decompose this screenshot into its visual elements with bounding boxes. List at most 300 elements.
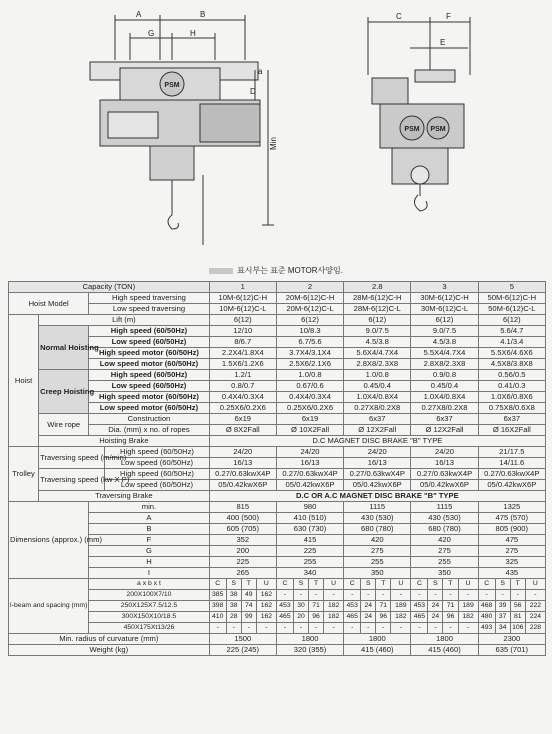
ibeam-value: 465 xyxy=(276,612,293,623)
ibeam-value: 37 xyxy=(495,612,510,623)
dim-label-f: F xyxy=(446,12,451,21)
ibeam-value: - xyxy=(428,590,443,601)
value-cell: 16/13 xyxy=(411,458,478,469)
traversing-motor-label: Traversing speed (kw X P) xyxy=(39,469,105,491)
ibeam-col-header: C xyxy=(411,579,428,590)
value-cell: 21/17.5 xyxy=(478,447,545,458)
value-cell: 325 xyxy=(478,557,545,568)
ibeam-value: 162 xyxy=(256,601,276,612)
value-cell: 5.5X6/4.6X6 xyxy=(478,348,545,359)
weight-label: Weight (kg) xyxy=(9,645,210,656)
creep-hoisting-label: Creep Hoisting xyxy=(39,370,89,414)
ibeam-value: 468 xyxy=(478,601,495,612)
ibeam-value: 24 xyxy=(361,612,376,623)
value-cell: 5.6X4/4.7X4 xyxy=(344,348,411,359)
value-cell: 200 xyxy=(209,546,276,557)
table-row xyxy=(9,557,546,568)
model-cell: 50M-6(12)C-H xyxy=(478,293,545,304)
spec-table-container xyxy=(8,281,546,656)
value-cell: Ø 10X2Fall xyxy=(276,425,343,436)
ibeam-value: - xyxy=(391,623,411,634)
value-cell: 6x37 xyxy=(478,414,545,425)
table-row xyxy=(9,623,546,634)
ibeam-value: 96 xyxy=(443,612,458,623)
value-cell: 340 xyxy=(276,568,343,579)
ibeam-value: - xyxy=(376,623,391,634)
row-label: High speed motor (60/50Hz) xyxy=(89,348,209,359)
value-cell: 16/13 xyxy=(276,458,343,469)
dim-label-d: D xyxy=(250,87,256,96)
table-row xyxy=(9,645,546,656)
row-label: Construction xyxy=(89,414,209,425)
ibeam-value: - xyxy=(209,623,226,634)
value-cell: 980 xyxy=(276,502,343,513)
ibeam-value: - xyxy=(361,590,376,601)
ibeam-col-header: C xyxy=(344,579,361,590)
ibeam-col-header: T xyxy=(443,579,458,590)
note-swatch xyxy=(209,268,233,274)
value-cell: 1.0/0.8 xyxy=(276,370,343,381)
value-cell: 6x37 xyxy=(344,414,411,425)
ibeam-value: 39 xyxy=(495,601,510,612)
ibeam-value: - xyxy=(361,623,376,634)
value-cell: 1800 xyxy=(411,634,478,645)
value-cell: 1.0X6/0.8X6 xyxy=(478,392,545,403)
ibeam-value: 56 xyxy=(510,601,525,612)
value-cell: 8/6.7 xyxy=(209,337,276,348)
ibeam-col-header: S xyxy=(293,579,308,590)
row-label: High speed (60/50Hz) xyxy=(105,447,209,458)
value-cell: 2.8X8/2.3X8 xyxy=(344,359,411,370)
dim-label-h: H xyxy=(190,29,196,38)
ibeam-value: 224 xyxy=(525,612,545,623)
value-cell: 05/0.42kwX6P xyxy=(209,480,276,491)
value-cell: 1115 xyxy=(344,502,411,513)
table-row xyxy=(9,546,546,557)
ibeam-value: 465 xyxy=(344,612,361,623)
ibeam-col-header: U xyxy=(458,579,478,590)
dim-label-e: E xyxy=(440,38,446,47)
ibeam-col-header: T xyxy=(376,579,391,590)
ibeam-value: 385 xyxy=(209,590,226,601)
capacity-header: 2.8 xyxy=(344,282,411,293)
value-cell: 6(12) xyxy=(478,315,545,326)
table-row xyxy=(9,579,546,590)
value-cell: 815 xyxy=(209,502,276,513)
value-cell: 24/20 xyxy=(411,447,478,458)
value-cell: 5.6/4.7 xyxy=(478,326,545,337)
model-cell: 30M-6(12)C-H xyxy=(411,293,478,304)
table-row xyxy=(9,491,546,502)
table-row xyxy=(9,403,546,414)
value-cell: 415 xyxy=(276,535,343,546)
ibeam-value: 465 xyxy=(411,612,428,623)
value-cell: 1800 xyxy=(344,634,411,645)
table-row xyxy=(9,612,546,623)
value-cell: 0.27X8/0.2X8 xyxy=(411,403,478,414)
row-label: High speed (60/50Hz) xyxy=(89,326,209,337)
value-cell: 255 xyxy=(276,557,343,568)
model-cell: 20M-6(12)C-L xyxy=(276,304,343,315)
row-label: Low speed motor (60/50Hz) xyxy=(89,403,209,414)
ibeam-value: 81 xyxy=(510,612,525,623)
value-cell: 0.4X4/0.3X4 xyxy=(276,392,343,403)
value-cell: 9.0/7.5 xyxy=(344,326,411,337)
normal-hoisting-label: Normal Hoisting xyxy=(39,326,89,370)
table-row xyxy=(9,502,546,513)
model-cell: 28M-6(12)C-L xyxy=(344,304,411,315)
value-cell: 255 xyxy=(344,557,411,568)
ibeam-col-header: U xyxy=(256,579,276,590)
value-cell: 05/0.42kwX6P xyxy=(478,480,545,491)
ibeam-head-label: a x b x t xyxy=(89,579,209,590)
trolley-label: Trolley xyxy=(9,447,39,502)
ibeam-value: 38 xyxy=(226,590,241,601)
ibeam-value: 24 xyxy=(428,601,443,612)
ibeam-value: 182 xyxy=(458,612,478,623)
value-cell: 05/0.42kwX6P xyxy=(276,480,343,491)
ibeam-value: 493 xyxy=(478,623,495,634)
ibeam-value: 30 xyxy=(293,601,308,612)
value-cell: 225 xyxy=(276,546,343,557)
dim-label-b: B xyxy=(200,10,206,19)
table-row xyxy=(9,282,546,293)
value-cell: 475 (570) xyxy=(478,513,545,524)
capacity-header: 2 xyxy=(276,282,343,293)
value-cell: 0.67/0.6 xyxy=(276,381,343,392)
value-cell: 415 (460) xyxy=(411,645,478,656)
row-label: High speed (60/50Hz) xyxy=(89,370,209,381)
model-cell: 10M-6(12)C-L xyxy=(209,304,276,315)
ibeam-value: - xyxy=(510,590,525,601)
row-label: I xyxy=(89,568,209,579)
value-cell: 0.27/0.63kwX4P xyxy=(344,469,411,480)
dim-label-a-lower: a xyxy=(258,67,263,76)
value-cell: 1325 xyxy=(478,502,545,513)
ibeam-col-header: S xyxy=(226,579,241,590)
value-cell: 2300 xyxy=(478,634,545,645)
value-cell: 420 xyxy=(344,535,411,546)
curvature-label: Min. radius of curvature (mm) xyxy=(9,634,210,645)
ibeam-value: 71 xyxy=(443,601,458,612)
value-cell: 275 xyxy=(478,546,545,557)
table-row xyxy=(9,436,546,447)
ibeam-value: 410 xyxy=(209,612,226,623)
value-cell: 0.41/0.3 xyxy=(478,381,545,392)
row-label: 200X100X7/10 xyxy=(89,590,209,601)
ibeam-value: - xyxy=(443,590,458,601)
value-cell: Ø 12X2Fall xyxy=(411,425,478,436)
ibeam-col-header: C xyxy=(209,579,226,590)
value-cell: 1.5X6/1.2X6 xyxy=(209,359,276,370)
value-cell: 0.56/0.5 xyxy=(478,370,545,381)
value-cell: 0.4X4/0.3X4 xyxy=(209,392,276,403)
value-cell: 12/10 xyxy=(209,326,276,337)
value-cell: 4.5X8/3.8X8 xyxy=(478,359,545,370)
value-cell: 680 (780) xyxy=(344,524,411,535)
value-cell: 435 xyxy=(478,568,545,579)
motor-housing xyxy=(200,104,260,142)
value-cell: Ø 12X2Fall xyxy=(344,425,411,436)
row-label: 250X125X7.5/12.5 xyxy=(89,601,209,612)
value-cell: 0.27X8/0.2X8 xyxy=(344,403,411,414)
ibeam-col-header: C xyxy=(276,579,293,590)
value-cell: 0.27/0.63kwX4P xyxy=(478,469,545,480)
ibeam-value: 106 xyxy=(510,623,525,634)
ibeam-value: - xyxy=(226,623,241,634)
row-label: G xyxy=(89,546,209,557)
end-motor xyxy=(372,78,408,104)
row-label: Low speed (60/50Hz) xyxy=(105,458,209,469)
table-row xyxy=(9,568,546,579)
value-cell: 475 xyxy=(478,535,545,546)
ibeam-value: 182 xyxy=(391,612,411,623)
value-cell: 680 (780) xyxy=(411,524,478,535)
ibeam-value: 49 xyxy=(241,590,256,601)
row-label: A xyxy=(89,513,209,524)
ibeam-value: 453 xyxy=(344,601,361,612)
ibeam-value: 34 xyxy=(495,623,510,634)
row-label: High speed motor (60/50Hz) xyxy=(89,392,209,403)
row-label: B xyxy=(89,524,209,535)
model-cell: 50M-6(12)C-L xyxy=(478,304,545,315)
row-label: Traversing Brake xyxy=(39,491,210,502)
ibeam-value: - xyxy=(293,623,308,634)
value-cell: 6(12) xyxy=(276,315,343,326)
ibeam-value: - xyxy=(495,590,510,601)
value-cell: 255 xyxy=(411,557,478,568)
capacity-header: 1 xyxy=(209,282,276,293)
ibeam-value: - xyxy=(324,623,344,634)
ibeam-value: 189 xyxy=(391,601,411,612)
value-cell: 420 xyxy=(411,535,478,546)
brand-text-right-1: PSM xyxy=(404,126,420,133)
value-cell: 6(12) xyxy=(344,315,411,326)
table-row xyxy=(9,315,546,326)
ibeam-value: 228 xyxy=(525,623,545,634)
ibeam-value: 182 xyxy=(324,601,344,612)
ibeam-value: 182 xyxy=(324,612,344,623)
row-label: Low speed motor (60/50Hz) xyxy=(89,359,209,370)
capacity-label: Capacity (TON) xyxy=(9,282,210,293)
value-cell: Ø 8X2Fall xyxy=(209,425,276,436)
model-cell: 30M-6(12)C-L xyxy=(411,304,478,315)
ibeam-value: 480 xyxy=(478,612,495,623)
value-cell: 410 (510) xyxy=(276,513,343,524)
value-cell: 1115 xyxy=(411,502,478,513)
ibeam-value: 453 xyxy=(276,601,293,612)
value-cell: 225 xyxy=(209,557,276,568)
ibeam-col-header: U xyxy=(525,579,545,590)
ibeam-col-header: U xyxy=(324,579,344,590)
value-cell: 2.5X6/2.1X6 xyxy=(276,359,343,370)
ibeam-col-header: C xyxy=(478,579,495,590)
value-cell: 805 (900) xyxy=(478,524,545,535)
value-cell: 1.0/0.8 xyxy=(344,370,411,381)
ibeam-value: 189 xyxy=(458,601,478,612)
ibeam-value: - xyxy=(428,623,443,634)
value-cell: 1.2/1 xyxy=(209,370,276,381)
table-row xyxy=(9,370,546,381)
value-cell: Ø 16X2Fall xyxy=(478,425,545,436)
value-cell: 350 xyxy=(411,568,478,579)
ibeam-value: 96 xyxy=(309,612,324,623)
brand-text-right-2: PSM xyxy=(430,126,446,133)
ibeam-value: - xyxy=(344,590,361,601)
row-label: Dia. (mm) x no. of ropes xyxy=(89,425,209,436)
value-cell: 4.5/3.8 xyxy=(411,337,478,348)
ibeam-value: 99 xyxy=(241,612,256,623)
ibeam-value: 24 xyxy=(428,612,443,623)
capacity-header: 5 xyxy=(478,282,545,293)
ibeam-value: - xyxy=(458,590,478,601)
wire-rope-label: Wire rope xyxy=(39,414,89,436)
hoist-label: Hoist xyxy=(9,315,39,447)
value-cell: 0.8/0.7 xyxy=(209,381,276,392)
value-cell: 430 (530) xyxy=(344,513,411,524)
dim-label-a: A xyxy=(136,10,142,19)
ibeam-value: 162 xyxy=(256,590,276,601)
ibeam-value: 398 xyxy=(209,601,226,612)
row-label: Hoisting Brake xyxy=(39,436,210,447)
ibeam-value: - xyxy=(525,590,545,601)
ibeam-value: - xyxy=(344,623,361,634)
row-label: F xyxy=(89,535,209,546)
value-cell: 225 (245) xyxy=(209,645,276,656)
spec-table xyxy=(8,281,546,656)
hoisting-brake-value: D.C MAGNET DISC BRAKE "B" TYPE xyxy=(209,436,545,447)
ibeam-value: - xyxy=(276,623,293,634)
traversing-brake-value: D.C OR A.C MAGNET DISC BRAKE "B" TYPE xyxy=(209,491,545,502)
row-label: 300X150X10/18.5 xyxy=(89,612,209,623)
ibeam-value: - xyxy=(309,623,324,634)
model-cell: 10M-6(12)C-H xyxy=(209,293,276,304)
table-row xyxy=(9,590,546,601)
ibeam-value: - xyxy=(411,590,428,601)
ibeam-value: 24 xyxy=(361,601,376,612)
ibeam-value: - xyxy=(391,590,411,601)
value-cell: 635 (701) xyxy=(478,645,545,656)
value-cell: 24/20 xyxy=(276,447,343,458)
value-cell: 05/0.42kwX6P xyxy=(344,480,411,491)
ibeam-label: I-beam and spacing (mm) xyxy=(9,579,89,634)
value-cell: 0.25X6/0.2X6 xyxy=(209,403,276,414)
value-cell: 10/8.3 xyxy=(276,326,343,337)
table-row xyxy=(9,293,546,304)
ibeam-value: 222 xyxy=(525,601,545,612)
table-row xyxy=(9,524,546,535)
value-cell: 16/13 xyxy=(209,458,276,469)
value-cell: 1800 xyxy=(276,634,343,645)
ibeam-value: - xyxy=(443,623,458,634)
value-cell: 6.7/5.6 xyxy=(276,337,343,348)
value-cell: 4.1/3.4 xyxy=(478,337,545,348)
value-cell: 24/20 xyxy=(344,447,411,458)
value-cell: 5.5X4/4.7X4 xyxy=(411,348,478,359)
value-cell: 05/0.42kwX6P xyxy=(411,480,478,491)
value-cell: 6x19 xyxy=(209,414,276,425)
ibeam-value: 453 xyxy=(411,601,428,612)
value-cell: 0.45/0.4 xyxy=(344,381,411,392)
row-label: 450X175Xt13/26 xyxy=(89,623,209,634)
value-cell: 2.8X8/2.3X8 xyxy=(411,359,478,370)
row-label: Low speed traversing xyxy=(89,304,209,315)
value-cell: 24/20 xyxy=(209,447,276,458)
row-label: Low speed (60/50Hz) xyxy=(89,337,209,348)
value-cell: 0.27/0.63kwX4P xyxy=(276,469,343,480)
ibeam-value: 71 xyxy=(309,601,324,612)
table-row xyxy=(9,304,546,315)
value-cell: 6(12) xyxy=(411,315,478,326)
brand-text-left: PSM xyxy=(164,82,180,89)
ibeam-value: 96 xyxy=(376,612,391,623)
table-row xyxy=(9,447,546,458)
row-label: Lift (m) xyxy=(39,315,210,326)
ibeam-value: - xyxy=(376,590,391,601)
hoist-technical-drawing xyxy=(0,0,552,262)
table-row xyxy=(9,326,546,337)
value-cell: 605 (705) xyxy=(209,524,276,535)
standard-motor-note xyxy=(0,263,552,279)
value-cell: 6(12) xyxy=(209,315,276,326)
ibeam-value: - xyxy=(324,590,344,601)
value-cell: 3.7X4/3.1X4 xyxy=(276,348,343,359)
value-cell: 6x19 xyxy=(276,414,343,425)
value-cell: 0.75X8/0.6X8 xyxy=(478,403,545,414)
value-cell: 415 (460) xyxy=(344,645,411,656)
value-cell: 0.27/0.63kwX4P xyxy=(209,469,276,480)
value-cell: 4.5/3.8 xyxy=(344,337,411,348)
table-row xyxy=(9,425,546,436)
table-row xyxy=(9,634,546,645)
value-cell: 630 (730) xyxy=(276,524,343,535)
ibeam-value: 71 xyxy=(376,601,391,612)
table-row xyxy=(9,513,546,524)
ibeam-value: 162 xyxy=(256,612,276,623)
value-cell: 352 xyxy=(209,535,276,546)
value-cell: 0.27/0.63kwX4P xyxy=(411,469,478,480)
value-cell: 1500 xyxy=(209,634,276,645)
table-row xyxy=(9,359,546,370)
ibeam-value: 20 xyxy=(293,612,308,623)
model-cell: 28M-6(12)C-H xyxy=(344,293,411,304)
ibeam-col-header: S xyxy=(428,579,443,590)
model-cell: 20M-6(12)C-H xyxy=(276,293,343,304)
note-text: 표시부는 표준 MOTOR사양임. xyxy=(237,266,343,275)
row-label: Low speed (60/50Hz) xyxy=(105,480,209,491)
ibeam-col-header: T xyxy=(309,579,324,590)
ibeam-col-header: S xyxy=(361,579,376,590)
value-cell: 9.0/7.5 xyxy=(411,326,478,337)
ibeam-col-header: T xyxy=(241,579,256,590)
value-cell: 0.45/0.4 xyxy=(411,381,478,392)
ibeam-col-header: U xyxy=(391,579,411,590)
ibeam-value: 28 xyxy=(226,612,241,623)
value-cell: 2.2X4/1.8X4 xyxy=(209,348,276,359)
value-cell: 6x37 xyxy=(411,414,478,425)
row-label: min. xyxy=(89,502,209,513)
value-cell: 265 xyxy=(209,568,276,579)
traversing-speed-label: Traversing speed (m/min) xyxy=(39,447,105,469)
row-label: H xyxy=(89,557,209,568)
value-cell: 275 xyxy=(411,546,478,557)
dimensions-label: Dimensions (approx.) (mm) xyxy=(9,502,89,579)
hoist-model-label: Hoist Model xyxy=(9,293,89,315)
ibeam-col-header: S xyxy=(495,579,510,590)
dim-label-c: C xyxy=(396,12,402,21)
ibeam-value: 74 xyxy=(241,601,256,612)
value-cell: 16/13 xyxy=(344,458,411,469)
